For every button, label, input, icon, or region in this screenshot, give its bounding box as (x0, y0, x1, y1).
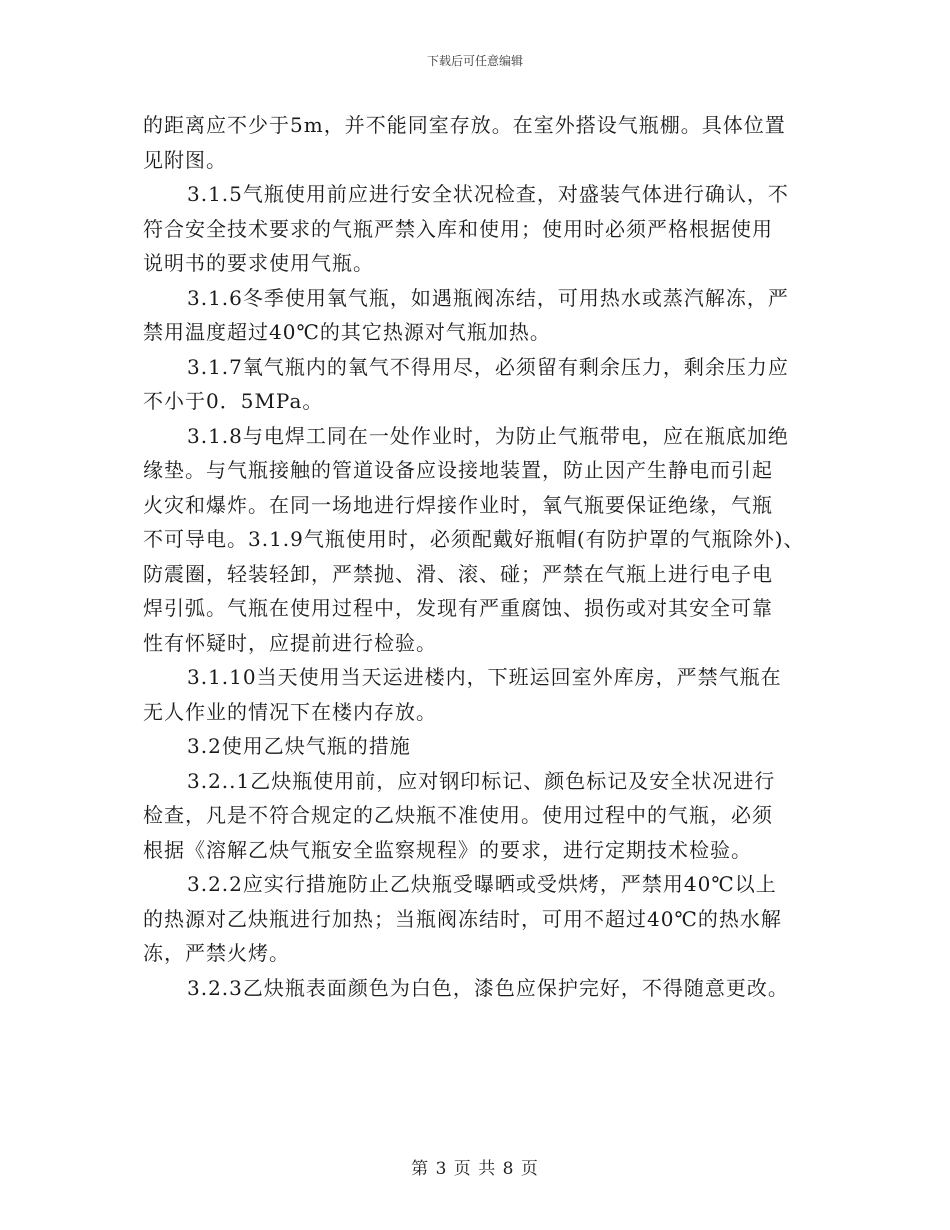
text-line: 防震圈，轻装轻卸，严禁抛、滑、滚、碰；严禁在气瓶上进行电子电 (143, 561, 773, 586)
page-header: 下载后可任意编辑 (426, 54, 523, 68)
text-line: 3.1.10当天使用当天运进楼内，下班运回室外库房，严禁气瓶在 (187, 665, 782, 689)
text-line: 根据《溶解乙炔气瓶安全监察规程》的要求，进行定期技术检验。 (143, 837, 752, 862)
section-heading: 3.2使用乙炔气瓶的措施 (187, 734, 411, 758)
text-line: 不小于0．5MPa。 (143, 389, 324, 413)
text-line: 冻，严禁火烤。 (143, 941, 290, 965)
page-number: 第 3 页 共 8 页 (411, 1159, 539, 1179)
text-line: 的距离应不少于5m，并不能同室存放。在室外搭设气瓶棚。具体位置 (143, 113, 786, 137)
text-line: 符合安全技术要求的气瓶严禁入库和使用；使用时必须严格根据使用 (143, 216, 773, 241)
text-line: 无人作业的情况下在楼内存放。 (143, 699, 437, 724)
text-line: 3.1.8与电焊工同在一处作业时，为防止气瓶带电，应在瓶底加绝 (187, 423, 789, 448)
text-line: 3.2.3乙炔瓶表面颜色为白色，漆色应保护完好，不得随意更改。 (187, 975, 789, 1000)
text-line: 3.1.6冬季使用氧气瓶，如遇瓶阀冻结，可用热水或蒸汽解冻，严 (187, 285, 789, 310)
text-line: 说明书的要求使用气瓶。 (143, 251, 374, 275)
text-line: 的热源对乙炔瓶进行加热；当瓶阀冻结时，可用不超过40℃的热水解 (143, 906, 782, 931)
text-line: 焊引弧。气瓶在使用过程中，发现有严重腐蚀、损伤或对其安全可靠 (143, 596, 773, 620)
text-line: 不可导电。3.1.9气瓶使用时，必须配戴好瓶帽(有防护罩的气瓶除外)、 (143, 527, 805, 551)
text-line: 3.2.2应实行措施防止乙炔瓶受曝晒或受烘烤，严禁用40℃以上 (187, 872, 777, 896)
text-line: 缘垫。与气瓶接触的管道设备应设接地装置，防止因产生静电而引起 (143, 458, 773, 482)
text-line: 3.1.5气瓶使用前应进行安全状况检查，对盛装气体进行确认，不 (187, 182, 789, 206)
document-body (143, 108, 815, 1005)
text-line: 3.1.7氧气瓶内的氧气不得用尽，必须留有剩余压力，剩余压力应 (187, 354, 789, 379)
text-line: 3.2..1乙炔瓶使用前，应对钢印标记、颜色标记及安全状况进行 (187, 768, 776, 793)
text-line: 禁用温度超过40℃的其它热源对气瓶加热。 (143, 320, 551, 344)
text-line: 性有怀疑时，应提前进行检验。 (143, 630, 437, 655)
text-line: 见附图。 (143, 147, 227, 172)
text-line: 检查，凡是不符合规定的乙炔瓶不准使用。使用过程中的气瓶，必须 (143, 803, 773, 827)
text-line: 火灾和爆炸。在同一场地进行焊接作业时，氧气瓶要保证绝缘，气瓶 (143, 492, 773, 517)
